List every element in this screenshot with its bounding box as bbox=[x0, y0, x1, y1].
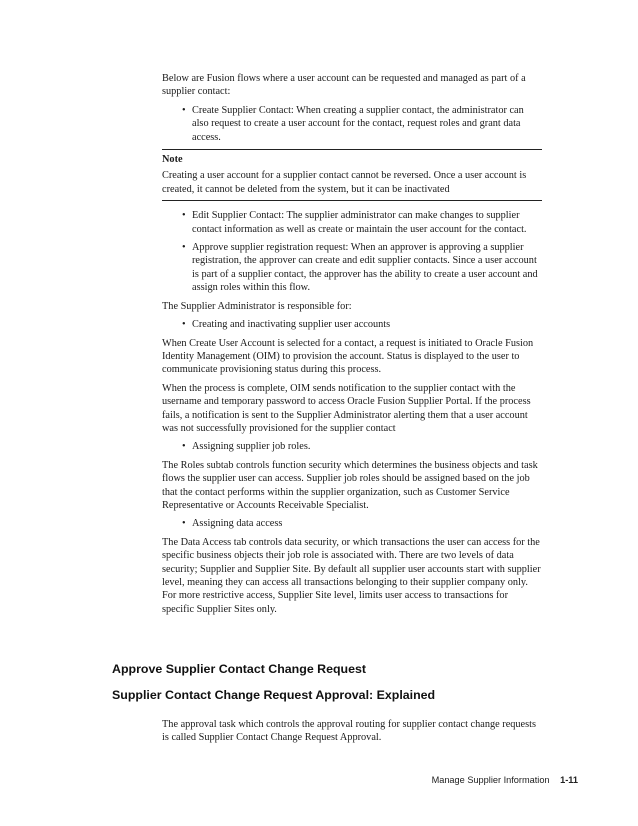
footer-title: Manage Supplier Information bbox=[431, 775, 550, 785]
bullet-icon: • bbox=[182, 319, 186, 331]
bullet-text: Edit Supplier Contact: The supplier administrator can make changes to supplier contact information as well as create or maintain the user account for the contact. bbox=[192, 210, 527, 235]
note-title: Note bbox=[162, 154, 183, 166]
bullet-creating-accounts bbox=[162, 318, 542, 331]
bullet-approve-registration bbox=[162, 241, 542, 295]
bullet-job-roles bbox=[162, 440, 542, 453]
process-complete-paragraph: When the process is complete, OIM sends notification to the supplier contact with the username and temporary password to access Oracle Fusion Supplier Portal. If the process fails, a notification is sent to the Supplier Administrator alerting them that a user account was not successfully provisioned for the supplier contact bbox=[162, 382, 531, 434]
subsection-heading: Supplier Contact Change Request Approval: Explained bbox=[112, 688, 436, 702]
note-text: Creating a user account for a supplier contact cannot be reversed. Once a user account is created, it cannot be deleted from the system, but it can be inactivated bbox=[162, 170, 527, 195]
roles-paragraph: The Roles subtab controls function security which determines the business objects and task flows the supplier user can access. Supplier job roles should be assigned based on the job that the contact performs within the supplier organization, such as Customer Service Representative or Accounts Receivable Specialist. bbox=[162, 459, 538, 511]
bullet-text: Approve supplier registration request: When an approver is approving a supplier registration, the approver can create and edit supplier contacts. Since a user account is part of a supplier contact, the approver has the ability to create a user account and assign roles within this flow. bbox=[192, 242, 538, 294]
data-access-paragraph: The Data Access tab controls data security, or which transactions the user can access for the specific business objects their job role is associated with. There are two levels of data security; Supplier and Supplier Site. By default all supplier user accounts start with supplier level, meaning they can access all transactions belonging to their supplier company only. For more restrictive access, Supplier Site level, limits user access to transactions for specific Supplier Sites only. bbox=[162, 536, 541, 615]
bullet-edit-supplier-contact bbox=[162, 209, 542, 236]
bullet-create-supplier-contact bbox=[162, 104, 542, 144]
bullet-text: Creating and inactivating supplier user accounts bbox=[192, 319, 391, 331]
bullet-icon: • bbox=[182, 441, 186, 453]
page-number: 1-11 bbox=[560, 775, 578, 785]
bullet-text: Assigning supplier job roles. bbox=[192, 441, 311, 453]
page-footer bbox=[432, 775, 578, 785]
bullet-text: Create Supplier Contact: When creating a supplier contact, the administrator can also request to create a user account for the contact, request roles and grant data access. bbox=[192, 104, 524, 143]
bullet-icon: • bbox=[182, 242, 186, 254]
bullet-icon: • bbox=[182, 210, 186, 222]
bullet-icon: • bbox=[182, 518, 186, 530]
main-text-block bbox=[162, 72, 542, 621]
note-box bbox=[162, 149, 542, 201]
bullet-icon: • bbox=[182, 104, 186, 116]
bullet-data-access bbox=[162, 517, 542, 530]
approval-paragraph: The approval task which controls the approval routing for supplier contact change requests is called Supplier Contact Change Request Approval. bbox=[162, 719, 537, 744]
approval-text-block bbox=[162, 718, 542, 750]
admin-responsible-paragraph: The Supplier Administrator is responsible for: bbox=[162, 300, 352, 312]
section-heading: Approve Supplier Contact Change Request bbox=[112, 662, 367, 676]
create-account-paragraph: When Create User Account is selected for a contact, a request is initiated to Oracle Fusion Identity Management (OIM) to provision the account. Status is displayed to the user to communicate provisioning status during this process. bbox=[162, 337, 534, 376]
bullet-text: Assigning data access bbox=[192, 518, 283, 530]
intro-paragraph: Below are Fusion flows where a user account can be requested and managed as part of a supplier contact: bbox=[162, 73, 526, 98]
